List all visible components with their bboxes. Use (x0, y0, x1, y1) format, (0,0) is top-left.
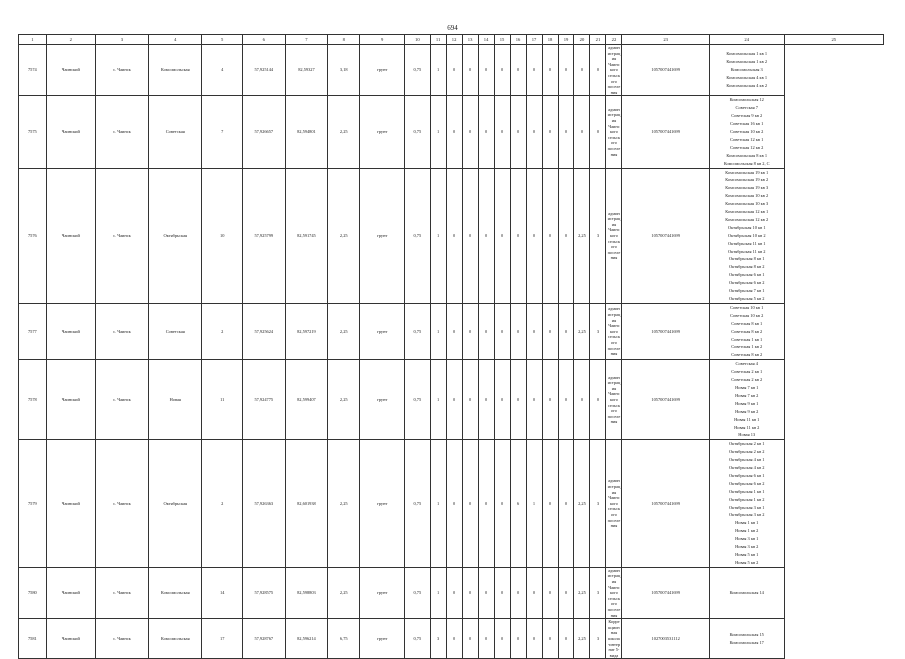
column-header: 1 (19, 35, 47, 45)
cell-c20: 0 (558, 303, 574, 359)
cell-c22: 3 (590, 168, 606, 303)
address-line: Советская 10 кв 2 (730, 312, 764, 318)
cell-street: Октябрьская (149, 168, 202, 303)
cell-c18: 0 (526, 96, 542, 168)
column-header: 10 (405, 35, 431, 45)
cell-c14: 0 (462, 45, 478, 96)
cell-c13: 0 (446, 303, 462, 359)
cell-c12: 1 (430, 567, 446, 618)
cell-num: 2 (202, 440, 243, 568)
address-line: Комсомольская 8 кв 1 (726, 152, 768, 158)
cell-no: 7575 (19, 96, 47, 168)
cell-no: 7578 (19, 360, 47, 440)
address-line: Комсомольская 12 кв 2 (725, 216, 769, 222)
cell-c15: 0 (478, 168, 494, 303)
cell-c16: 0 (494, 619, 510, 659)
cell-c14: 0 (462, 567, 478, 618)
cell-lon: 82,597219 (285, 303, 328, 359)
cell-c21: 2,25 (574, 567, 590, 618)
cell-surface: грунт (360, 619, 405, 659)
cell-c18: 0 (526, 619, 542, 659)
cell-c21: 2,25 (574, 168, 590, 303)
cell-c20: 0 (558, 440, 574, 568)
cell-num: 4 (202, 45, 243, 96)
address-line: Новая 1 кв 2 (735, 528, 759, 534)
column-header: 16 (510, 35, 526, 45)
cell-c12: 1 (430, 168, 446, 303)
page-number: 694 (447, 24, 458, 32)
column-header: 20 (574, 35, 590, 45)
table-row (19, 567, 884, 618)
cell-surface: грунт (360, 45, 405, 96)
cell-settlement: с. Чаинск (95, 567, 148, 618)
cell-c11: 0,75 (405, 96, 431, 168)
cell-ogrn: 1057007441699 (622, 567, 709, 618)
column-header: 14 (478, 35, 494, 45)
cell-c19: 0 (542, 360, 558, 440)
address-line: Советская 2 кв 1 (731, 369, 763, 375)
cell-c16: 0 (494, 440, 510, 568)
cell-district: Чаинский (46, 45, 95, 96)
address-line: Советская 10 кв 1 (730, 304, 764, 310)
address-line: Советская 1 кв 1 (731, 336, 763, 342)
address-line: Комсомольская 14 (729, 590, 764, 596)
address-line: Октябрьская 10 кв 2 (727, 232, 766, 238)
cell-lon: 82,596214 (285, 619, 328, 659)
cell-c21: 2,25 (574, 303, 590, 359)
cell-c21: 0 (574, 96, 590, 168)
column-header: 11 (430, 35, 446, 45)
address-line: Комсомольская 12 (729, 97, 764, 103)
cell-width: 2,25 (328, 360, 360, 440)
cell-c13: 0 (446, 440, 462, 568)
address-line: Советская 7 (735, 105, 758, 111)
cell-org: администрация Чаинского сельского поселения (607, 567, 621, 618)
column-header: 3 (95, 35, 148, 45)
cell-c14: 0 (462, 168, 478, 303)
header-row (19, 35, 884, 45)
cell-lon: 82,599407 (285, 360, 328, 440)
cell-width: 6,75 (328, 619, 360, 659)
cell-c18: 0 (526, 360, 542, 440)
cell-num: 11 (202, 360, 243, 440)
cell-c18: 0 (526, 567, 542, 618)
address-line: Комсомольская 8 кв 2, С (723, 160, 770, 166)
cell-street: Комсомольская (149, 567, 202, 618)
cell-no: 7580 (19, 567, 47, 618)
column-header: 23 (622, 35, 709, 45)
address-line: Советская 8 кв 2 (731, 352, 763, 358)
table-row (19, 619, 884, 659)
column-header: 9 (360, 35, 405, 45)
cell-c13: 0 (446, 619, 462, 659)
address-line: Комсомольская 15 (729, 631, 764, 637)
cell-no: 7577 (19, 303, 47, 359)
address-line: Комсомольская 17 (729, 639, 764, 645)
cell-c16: 0 (494, 45, 510, 96)
cell-c16: 0 (494, 360, 510, 440)
cell-c17: 0 (510, 360, 526, 440)
table-row (19, 360, 884, 440)
column-header: 2 (46, 35, 95, 45)
cell-c14: 0 (462, 96, 478, 168)
cell-org: администрация Чаинского сельского поселения (606, 303, 622, 359)
cell-street: Октябрьская (149, 440, 202, 568)
cell-c20: 0 (558, 619, 574, 659)
cell-street: Новая (149, 360, 202, 440)
cell-c15: 0 (478, 303, 494, 359)
cell-c22: 3 (590, 440, 606, 568)
address-line: Новая 7 кв 1 (735, 384, 759, 390)
address-line: Комсомольская 12 кв 1 (725, 209, 769, 215)
column-header: 8 (328, 35, 360, 45)
cell-org: администрация Чаинского сельского поселения (606, 96, 622, 168)
address-line: Октябрьская 3 кв 1 (729, 504, 765, 510)
address-line: Советская 8 кв 1 (731, 320, 763, 326)
cell-settlement: с. Чаинск (95, 303, 148, 359)
cell-district: Чаинский (46, 303, 95, 359)
cell-c11: 0,75 (405, 360, 431, 440)
cell-lat: 57,928767 (242, 619, 285, 659)
cell-settlement: с. Чаинск (95, 45, 148, 96)
address-line: Комсомольская 19 кв 3 (725, 185, 769, 191)
address-line: Октябрьская 2 кв 2 (729, 449, 765, 455)
column-header: 13 (462, 35, 478, 45)
cell-surface: грунт (360, 96, 405, 168)
cell-settlement: с. Чаинск (95, 168, 148, 303)
cell-org: администрация Чаинского сельского поселения (607, 45, 621, 95)
cell-c12: 1 (430, 96, 446, 168)
cell-c13: 0 (446, 168, 462, 303)
cell-c18: 0 (526, 45, 542, 96)
column-header: 25 (784, 35, 883, 45)
cell-width: 2,25 (328, 567, 360, 618)
cell-c18: 1 (526, 440, 542, 568)
cell-c19: 0 (542, 440, 558, 568)
cell-width: 2,25 (328, 303, 360, 359)
address-line: Советская 12 кв 1 (730, 136, 764, 142)
column-header: 24 (709, 35, 784, 45)
cell-width: 2,25 (328, 96, 360, 168)
cell-c12: 1 (430, 45, 446, 96)
waste-sites-registry-table (18, 34, 884, 659)
column-header: 7 (285, 35, 328, 45)
cell-org: администрация Чаинского сельского поселения (606, 168, 622, 303)
address-line: Новая 5 кв 1 (735, 552, 759, 557)
cell-num: 7 (202, 96, 243, 168)
cell-c22: 3 (590, 619, 606, 659)
cell-district: Чаинский (46, 567, 95, 618)
cell-ogrn: 1057007441699 (622, 360, 709, 440)
cell-c13: 0 (446, 567, 462, 618)
cell-c14: 0 (462, 440, 478, 568)
cell-width: 2,25 (328, 440, 360, 568)
address-line: Октябрьская 3 кв 2 (729, 512, 765, 518)
cell-surface: грунт (360, 567, 405, 618)
address-line: Новая 1 кв 1 (735, 520, 759, 526)
cell-c15: 0 (478, 360, 494, 440)
address-line: Советская 2 кв 2 (731, 377, 763, 383)
cell-lat: 57,925624 (242, 303, 285, 359)
cell-width: 3,18 (328, 45, 360, 96)
cell-c22: 3 (590, 303, 606, 359)
cell-c20: 0 (558, 360, 574, 440)
address-line: Октябрьская 1 кв 1 (729, 488, 765, 494)
cell-surface: грунт (360, 440, 405, 568)
cell-c14: 0 (462, 303, 478, 359)
cell-c12: 3 (430, 619, 446, 659)
cell-c15: 0 (478, 96, 494, 168)
cell-c11: 0,75 (405, 440, 431, 568)
cell-addresses (709, 360, 784, 440)
column-header: 17 (526, 35, 542, 45)
cell-c22: 0 (590, 45, 606, 96)
address-line: Новая 13 (738, 432, 756, 438)
cell-c11: 0,75 (405, 619, 431, 659)
cell-surface: грунт (360, 360, 405, 440)
address-line: Октябрьская 6 кв 2 (729, 280, 765, 286)
address-line: Комсомольская 10 кв 3 (725, 201, 769, 207)
address-line: Октябрьская 2 кв 1 (729, 441, 765, 447)
address-line: Советская 1 кв 2 (731, 344, 763, 350)
table-row (19, 96, 884, 168)
cell-lat: 57,926363 (242, 440, 285, 568)
cell-c19: 0 (542, 303, 558, 359)
address-line: Октябрьская 10 кв 1 (727, 224, 766, 230)
column-header: 12 (446, 35, 462, 45)
cell-c20: 0 (558, 168, 574, 303)
cell-lon: 82,601938 (285, 440, 328, 568)
address-line: Советская 16 кв 1 (730, 121, 764, 127)
cell-district: Чаинский (46, 168, 95, 303)
address-line: Советская 9 кв 2 (731, 113, 763, 119)
cell-c22: 0 (590, 96, 606, 168)
address-line: Октябрьская 5 кв 2 (729, 296, 765, 301)
column-header: 6 (242, 35, 285, 45)
cell-district: Чаинский (46, 96, 95, 168)
cell-c13: 0 (446, 45, 462, 96)
cell-c14: 0 (462, 360, 478, 440)
cell-lon: 82,59327 (285, 45, 328, 96)
address-line: Октябрьская 4 кв 2 (729, 465, 765, 471)
cell-lat: 57,925144 (242, 45, 285, 96)
cell-district: Чаинский (46, 619, 95, 659)
address-line: Октябрьская 6 кв 1 (729, 472, 765, 478)
cell-c14: 0 (462, 619, 478, 659)
cell-lon: 82,594801 (285, 96, 328, 168)
cell-no: 7581 (19, 619, 47, 659)
cell-no: 7574 (19, 45, 47, 96)
cell-c19: 0 (542, 619, 558, 659)
column-header: 19 (558, 35, 574, 45)
column-header: 21 (590, 35, 606, 45)
cell-settlement: с. Чаинск (95, 96, 148, 168)
address-line: Комсомольская 3 (730, 67, 763, 73)
address-line: Комсомольская 19 кв 1 (725, 169, 769, 175)
cell-lat: 57,928575 (242, 567, 285, 618)
cell-addresses (709, 619, 784, 659)
cell-c18: 0 (526, 303, 542, 359)
cell-surface: грунт (360, 303, 405, 359)
column-header: 15 (494, 35, 510, 45)
cell-c20: 0 (558, 45, 574, 96)
cell-ogrn: 1057007441699 (622, 45, 709, 96)
cell-c17: 0 (510, 619, 526, 659)
address-line: Советская 4 (735, 361, 758, 367)
cell-c21: 0 (574, 360, 590, 440)
address-line: Комсомольская 10 кв 2 (725, 193, 769, 199)
cell-addresses (709, 168, 784, 303)
table-body (19, 45, 884, 659)
address-line: Комсомольская 19 кв 2 (725, 177, 769, 183)
cell-c15: 0 (478, 45, 494, 96)
cell-ogrn: 1057007441699 (622, 303, 709, 359)
cell-c18: 0 (526, 168, 542, 303)
column-header: 4 (149, 35, 202, 45)
address-line: Новая 7 кв 2 (735, 392, 759, 398)
cell-c11: 0,75 (405, 168, 431, 303)
cell-c19: 0 (542, 96, 558, 168)
cell-c19: 0 (542, 567, 558, 618)
cell-c21: 0 (574, 45, 590, 96)
address-line: Октябрьская 8 кв 2 (729, 264, 765, 270)
cell-c21: 2,25 (574, 440, 590, 568)
cell-c13: 0 (446, 360, 462, 440)
cell-c19: 0 (542, 168, 558, 303)
cell-district: Чаинский (46, 440, 95, 568)
column-header: 18 (542, 35, 558, 45)
cell-c16: 0 (494, 303, 510, 359)
cell-street: Комсомольская (149, 619, 202, 659)
cell-c20: 0 (558, 96, 574, 168)
cell-c12: 1 (430, 360, 446, 440)
cell-lon: 82,591745 (285, 168, 328, 303)
cell-c11: 0,75 (405, 303, 431, 359)
address-line: Октябрьская 4 кв 1 (729, 457, 765, 463)
cell-lon: 82,598803 (285, 567, 328, 618)
address-line: Советская 10 кв 2 (730, 128, 764, 134)
cell-num: 10 (202, 168, 243, 303)
cell-c17: 0 (510, 168, 526, 303)
cell-addresses (709, 567, 784, 618)
cell-addresses (709, 303, 784, 359)
cell-c16: 0 (494, 567, 510, 618)
cell-c12: 1 (430, 440, 446, 568)
cell-street: Комсомольская (149, 45, 202, 96)
cell-c12: 1 (430, 303, 446, 359)
address-line: Новая 9 кв 1 (735, 400, 759, 406)
cell-org: администрация Чаинского сельского поселения (606, 440, 622, 568)
column-header: 5 (202, 35, 243, 45)
address-line: Новая 5 кв 2 (735, 559, 759, 565)
cell-c11: 0,75 (405, 567, 431, 618)
address-line: Комсомольская 1 кв 2 (726, 59, 768, 65)
cell-ogrn: 1057007441699 (622, 440, 709, 568)
cell-street: Советская (149, 96, 202, 168)
column-header: 22 (606, 35, 622, 45)
cell-lat: 57,926657 (242, 96, 285, 168)
table-row (19, 440, 884, 568)
cell-num: 17 (202, 619, 243, 659)
cell-c11: 0,75 (405, 45, 431, 96)
address-line: Комсомольская 1 кв 1 (726, 51, 768, 57)
cell-surface: грунт (360, 168, 405, 303)
cell-c15: 0 (478, 440, 494, 568)
address-line: Октябрьская 6 кв 1 (729, 272, 765, 278)
address-line: Комсомольская 4 кв 2 (726, 83, 768, 89)
address-line: Октябрьская 8 кв 1 (729, 256, 765, 262)
cell-addresses (709, 96, 784, 168)
cell-c13: 0 (446, 96, 462, 168)
cell-no: 7579 (19, 440, 47, 568)
address-line: Новая 3 кв 1 (735, 536, 759, 542)
cell-c17: 0 (510, 45, 526, 96)
cell-c21: 2,25 (574, 619, 590, 659)
cell-width: 2,25 (328, 168, 360, 303)
address-line: Октябрьская 11 кв 2 (727, 248, 766, 254)
cell-settlement: с. Чаинск (95, 360, 148, 440)
address-line: Новая 11 кв 1 (734, 416, 760, 422)
cell-street: Советская (149, 303, 202, 359)
address-line: Новая 9 кв 2 (735, 408, 759, 414)
table-row (19, 168, 884, 303)
address-line: Советская 12 кв 2 (730, 144, 764, 150)
table-row (19, 303, 884, 359)
cell-c22: 3 (590, 567, 606, 618)
cell-c17: 0 (510, 303, 526, 359)
cell-settlement: с. Чаинск (95, 440, 148, 568)
address-line: Октябрьская 1 кв 2 (729, 496, 765, 502)
cell-num: 14 (202, 567, 243, 618)
address-line: Октябрьская 11 кв 1 (727, 240, 766, 246)
address-line: Комсомольская 4 кв 1 (726, 75, 768, 81)
cell-c15: 0 (478, 619, 494, 659)
cell-c17: 6 (510, 440, 526, 568)
cell-no: 7576 (19, 168, 47, 303)
address-line: Октябрьская 7 кв 1 (729, 288, 765, 294)
address-line: Октябрьская 6 кв 2 (729, 480, 765, 486)
cell-num: 2 (202, 303, 243, 359)
cell-c17: 0 (510, 567, 526, 618)
cell-addresses (709, 440, 784, 568)
cell-lat: 57,924775 (242, 360, 285, 440)
cell-ogrn: 1027003531112 (622, 619, 709, 659)
cell-district: Чаинский (46, 360, 95, 440)
cell-ogrn: 1057007441699 (622, 96, 709, 168)
cell-settlement: с. Чаинск (95, 619, 148, 659)
cell-org: Коррекционная школа-интернат 5-вида (607, 619, 621, 658)
cell-c22: 0 (590, 360, 606, 440)
cell-c19: 0 (542, 45, 558, 96)
address-line: Новая 11 кв 2 (734, 424, 760, 430)
address-line: Новая 3 кв 2 (735, 544, 759, 550)
cell-c15: 0 (478, 567, 494, 618)
cell-org: администрация Чаинского сельского поселения (606, 360, 622, 440)
table-row (19, 45, 884, 96)
cell-c16: 0 (494, 168, 510, 303)
cell-addresses (709, 45, 784, 96)
cell-c20: 0 (558, 567, 574, 618)
cell-c16: 0 (494, 96, 510, 168)
cell-ogrn: 1057007441699 (622, 168, 709, 303)
cell-lat: 57,925799 (242, 168, 285, 303)
address-line: Советская 8 кв 2 (731, 328, 763, 334)
cell-c17: 0 (510, 96, 526, 168)
